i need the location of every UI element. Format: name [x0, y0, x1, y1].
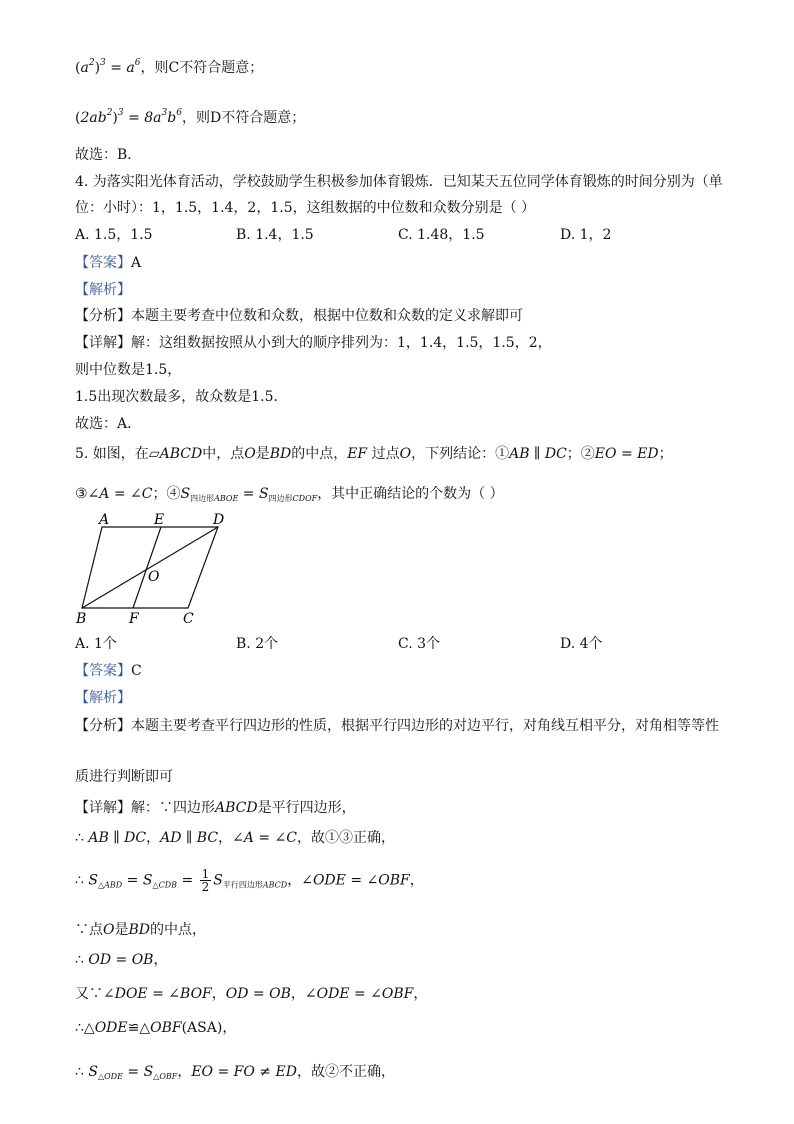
math-parallelogram-abcd: ▱ABCD — [148, 446, 203, 462]
q5-option-d: D. 4个 — [560, 636, 603, 652]
q5-detail-6: 又∵∠DOE = ∠BOF，OD = OB，∠ODE = ∠OBF， — [75, 986, 428, 1002]
q4-option-a: A. 1.5，1.5 — [75, 227, 153, 243]
q5-detail-3: ∴ $S_{\triangle ABD} = S_{\triangle CDB}$ = $\frac{1}{2}$ $S_{平行四边形ABCD}$，∠ODE = ∠OBF， — [75, 867, 424, 894]
math-abcd: ABCD — [215, 800, 258, 816]
q5-fenxi-line2: 质进行判断即可 — [75, 769, 173, 785]
answer-label: 【答案】 — [75, 255, 131, 271]
fenxi-text: 本题主要考查中位数和众数，根据中位数和众数的定义求解即可 — [131, 308, 523, 324]
line-d-result — [75, 108, 305, 128]
q5-detail-4: ∵点O是BD的中点， — [75, 922, 206, 938]
q5-answer — [75, 661, 142, 681]
choose-b: 故选：B． — [75, 147, 142, 163]
q4-answer — [75, 253, 141, 273]
detail-text: 解：这组数据按照从小到大的顺序排列为：1，1.4，1.5，1.5，2， — [131, 335, 552, 351]
line-c-text: ，则C不符合题意； — [140, 60, 264, 76]
q4-stem-line2: 位：小时）：1，1.5，1.4，2，1.5，这组数据的中位数和众数分别是（ ） — [75, 200, 536, 216]
q5-detail-2: ∴ AB ∥ DC，AD ∥ BC，∠A = ∠C，故①③正确， — [75, 830, 395, 846]
q5-detail-8: ∴ $S_{\triangle ODE} = S_{\triangle OBF}$，EO = FO ≠ ED，故②不正确， — [75, 1064, 395, 1081]
q4-option-b: B. 1.4，1.5 — [236, 227, 314, 243]
q5-analysis-label: 【解析】 — [75, 690, 131, 706]
q5-option-a: A. 1个 — [75, 636, 117, 652]
answer-value: A — [131, 255, 142, 271]
q4-stem-line1: 4. 为落实阳光体育活动，学校鼓励学生积极参加体育锻炼．已知某天五位同学体育锻炼的时间分别为（单 — [75, 174, 723, 190]
q5-option-b: B. 2个 — [236, 636, 279, 652]
q4-fenxi — [75, 306, 523, 326]
answer-value: C — [131, 663, 142, 679]
q4-detail-2: 则中位数是1.5， — [75, 362, 182, 378]
q5-stem-line2: ③∠A = ∠C；$④S_{四边形ABOE} = S_{四边形CDOF}$，其中正确结论的个数为（ ） — [75, 486, 504, 503]
q5-detail-5: ∴ OD = OB， — [75, 952, 168, 968]
detail-label: 【详解】 — [75, 800, 131, 816]
line-d-text: ，则D不符合题意； — [181, 110, 306, 126]
q4-detail-4: 故选：A． — [75, 416, 142, 432]
diagonal-bd — [82, 527, 218, 608]
q5-stem-line1: 5. 如图，在▱ABCD中，点O是BD的中点，EF 过点O，下列结论：①AB ∥ DC；②EO = ED； — [75, 446, 673, 462]
label-d: D — [213, 512, 225, 528]
q4-option-d: D. 1，2 — [560, 227, 612, 243]
answer-label: 【答案】 — [75, 663, 131, 679]
math-expression: $(a^2)^3 = a^6$ — [75, 58, 141, 76]
parallelogram-figure — [70, 512, 230, 627]
label-f: F — [129, 611, 139, 627]
q4-option-c: C. 1.48，1.5 — [398, 227, 485, 243]
label-o: O — [148, 569, 160, 585]
q5-detail-1: 【详解】解：∵四边形ABCD是平行四边形， — [75, 800, 356, 816]
line-c-result — [75, 58, 263, 78]
label-b: B — [76, 611, 87, 627]
q4-detail — [75, 333, 552, 353]
fenxi-label: 【分析】 — [75, 718, 131, 734]
q5-fenxi-line1 — [75, 716, 719, 736]
fenxi-text: 本题主要考查平行四边形的性质，根据平行四边形的对边平行，对角线互相平分，对角相等等性 — [131, 718, 719, 734]
fenxi-label: 【分析】 — [75, 308, 131, 324]
q4-analysis-label: 【解析】 — [75, 282, 131, 298]
q4-detail-3: 1.5出现次数最多，故众数是1.5． — [75, 389, 288, 405]
math-expression: $(2ab^2)^3 = 8a^3b^6$ — [75, 108, 182, 126]
q5-option-c: C. 3个 — [398, 636, 441, 652]
label-c: C — [183, 611, 194, 627]
segment-ef — [133, 527, 161, 608]
fraction-half: $\frac{1}{2}$ — [201, 867, 210, 894]
detail-label: 【详解】 — [75, 335, 131, 351]
label-e: E — [154, 512, 165, 528]
q5-detail-7: ∴△ODE≌△OBF(ASA)， — [75, 1020, 237, 1036]
label-a: A — [99, 512, 110, 528]
